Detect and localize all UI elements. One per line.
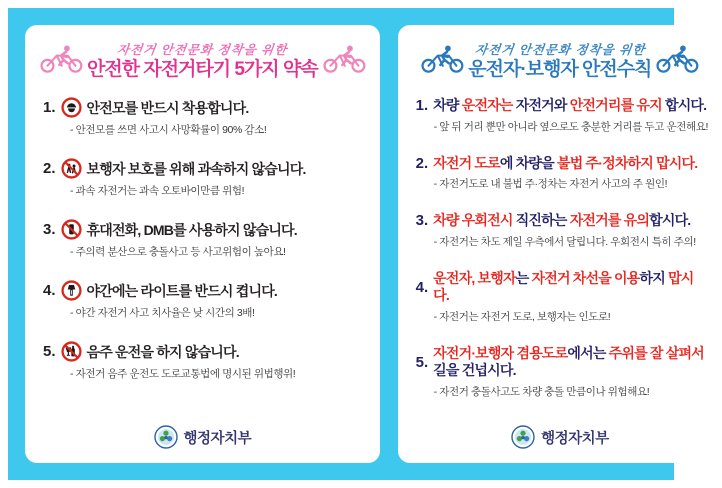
item-number: 3.	[415, 212, 429, 230]
item-subtext: - 과속 자전거는 과속 오토바이만큼 위험!	[70, 185, 245, 198]
promise-item	[43, 158, 366, 198]
cyclist-icon	[322, 44, 366, 79]
left-subtitle: 자전거 안전문화 정착을 위한	[116, 43, 289, 57]
rule-text-segment: 자전거 차선을 이용	[531, 269, 640, 286]
item-title	[433, 212, 690, 230]
item-subtext: - 자전거 충돌사고도 차량 충돌 만큼이나 위험해요!	[433, 385, 650, 398]
panel-driver-pedestrian-rules	[398, 25, 722, 463]
item-number: 1.	[43, 99, 56, 117]
right-panel-header	[412, 41, 708, 81]
item-subtext: - 야간 자전거 사고 치사율은 낮 시간의 3배!	[70, 307, 255, 320]
right-panel-footer	[412, 425, 708, 453]
item-subtext: - 자전거도로 내 불법 주·정차는 자전거 사고의 주 원인!	[433, 178, 668, 191]
item-number: 3.	[43, 221, 56, 239]
cyclist-icon	[420, 44, 464, 79]
right-subtitle: 자전거 안전문화 정착을 위한	[473, 43, 647, 57]
left-panel-header	[39, 41, 366, 81]
left-header-text	[87, 41, 318, 81]
cyclist-icon	[39, 44, 83, 79]
rule-text-segment: 맙시다.	[433, 269, 694, 304]
rule-text-segment: 운전자, 보행자	[433, 269, 516, 286]
right-items	[412, 97, 708, 425]
cyan-frame	[8, 8, 709, 480]
light-sign-icon	[61, 280, 82, 301]
rule-item	[416, 270, 708, 324]
item-title	[433, 155, 697, 173]
rule-text-segment: 직진하는	[512, 212, 570, 229]
panel-safe-cycling	[25, 25, 380, 463]
rule-item	[416, 155, 708, 192]
item-title	[433, 345, 708, 380]
rule-text-segment: 차량 우회전시	[433, 212, 513, 229]
item-title	[433, 97, 706, 115]
rule-item	[416, 345, 708, 399]
promise-item	[43, 97, 366, 137]
left-title: 안전한 자전거타기 5가지 약속	[87, 59, 318, 81]
rule-text-segment: 주위를 잘 살펴서	[608, 344, 704, 361]
cyclist-icon	[655, 44, 699, 79]
rule-text-segment: 자전거·보행자 겸용도로	[433, 344, 568, 361]
item-number: 5.	[43, 343, 56, 361]
rule-text-segment: 합시다.	[661, 97, 707, 114]
no-phone-sign-icon	[61, 219, 82, 240]
item-title: 휴대전화, DMB를 사용하지 않습니다.	[86, 221, 297, 238]
item-number: 4.	[43, 282, 56, 300]
item-title: 음주 운전을 하지 않습니다.	[86, 343, 239, 360]
government-seal-icon	[154, 425, 178, 449]
right-title: 운전자·보행자 안전수칙	[468, 59, 652, 81]
item-number: 2.	[415, 154, 429, 172]
left-ministry-name: 행정자치부	[183, 430, 252, 447]
helmet-sign-icon	[61, 97, 82, 118]
item-subtext: - 자전거는 차도 제일 우측에서 달립니다. 우회전시 특히 주의!	[433, 235, 696, 248]
item-title: 안전모를 반드시 착용합니다.	[86, 99, 249, 116]
item-subtext: - 자전거는 자전거 도로, 보행자는 인도로!	[433, 310, 611, 323]
rule-text-segment: 불법 주·정차하지 맙시다.	[556, 154, 698, 171]
item-number: 5.	[415, 353, 429, 371]
government-seal-icon	[511, 425, 535, 449]
rule-text-segment: 자전거와	[512, 97, 570, 114]
no-alcohol-sign-icon	[61, 341, 82, 362]
promise-item	[43, 219, 366, 259]
left-items	[39, 97, 366, 425]
item-subtext: - 주의력 분산으로 충돌사고 등 사고위험이 높아요!	[70, 246, 286, 259]
left-panel-footer	[39, 425, 366, 453]
item-subtext: - 앞 뒤 거리 뿐만 아니라 옆으로도 충분한 거리를 두고 운전해요!	[433, 120, 709, 133]
rule-text-segment: 운전자는	[461, 97, 513, 114]
item-subtext: - 자전거 음주 운전도 도로교통법에 명시된 위법행위!	[70, 368, 296, 381]
rule-text-segment: 차량	[433, 97, 462, 114]
item-number: 1.	[415, 97, 429, 115]
right-ministry-name: 행정자치부	[541, 430, 609, 447]
rule-text-segment: 자전거 도로	[433, 154, 500, 171]
item-title: 보행자 보호를 위해 과속하지 않습니다.	[86, 160, 306, 177]
right-header-text	[468, 41, 651, 81]
rule-text-segment: 합시다.	[649, 212, 691, 229]
promise-item	[43, 280, 366, 320]
rule-item	[416, 212, 708, 249]
rule-text-segment: 하지	[639, 269, 669, 286]
promise-item	[43, 341, 366, 381]
item-subtext: - 안전모를 쓰면 사고시 사망확률이 90% 감소!	[70, 124, 267, 137]
item-number: 2.	[43, 160, 56, 178]
rule-text-segment: 자전거를 유의	[569, 212, 650, 229]
item-title	[433, 270, 708, 305]
item-number: 4.	[415, 278, 429, 296]
rule-text-segment: 길을 건넙시다.	[433, 362, 516, 379]
rule-item	[416, 97, 708, 134]
rule-text-segment: 에 차량을	[499, 154, 557, 171]
rule-text-segment: 에서는	[567, 344, 609, 361]
no-speeding-sign-icon	[61, 158, 82, 179]
rule-text-segment: 는	[515, 269, 532, 286]
rule-text-segment: 안전거리를 유지	[569, 97, 662, 114]
item-title: 야간에는 라이트를 반드시 켭니다.	[86, 282, 278, 299]
